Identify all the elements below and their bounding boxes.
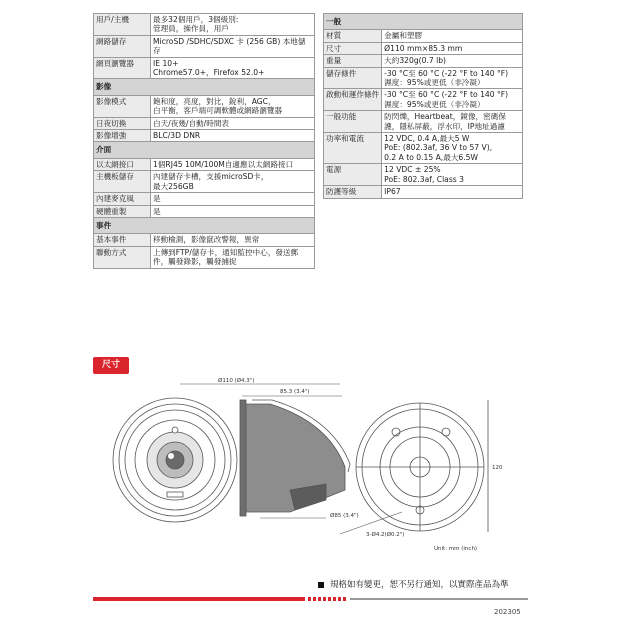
spec-row — [94, 95, 315, 117]
spec-value: 大約320g(0.7 lb) — [382, 55, 523, 67]
spec-row — [324, 111, 523, 133]
section-header-row — [94, 217, 315, 233]
front-view-drawing — [113, 398, 237, 522]
spec-row — [94, 193, 315, 205]
spec-key: 日夜切換 — [94, 117, 151, 129]
spec-row — [94, 117, 315, 129]
spec-row — [94, 14, 315, 36]
spec-row — [324, 164, 523, 186]
spec-value: BLC/3D DNR — [151, 130, 315, 142]
spec-key: 重量 — [324, 55, 382, 67]
footer-note — [318, 578, 509, 590]
section-header-row — [94, 142, 315, 158]
diameter-label: Ø110 (Ø4.3") — [218, 378, 255, 384]
bottom-view-drawing — [356, 400, 488, 532]
spec-value: 是 — [151, 193, 315, 205]
spec-value: 1個RJ45 10M/100M自適應以太網路接口 — [151, 158, 315, 170]
section-header: 影像 — [94, 79, 315, 95]
spec-key: 啟動和運作條件 — [324, 89, 382, 111]
spec-key: 以太網接口 — [94, 158, 151, 170]
spec-value: 移動檢測，影像竄改警報，異常 — [151, 234, 315, 246]
right-spec-table — [323, 13, 523, 199]
spec-key: 基本事件 — [94, 234, 151, 246]
spec-key: 電源 — [324, 164, 382, 186]
base-label: Ø85 (3.4") — [330, 513, 359, 519]
spec-row — [94, 57, 315, 79]
spec-row — [94, 158, 315, 170]
spec-value: -30 °C至 60 °C (-22 °F to 140 °F) 濕度：95%或更低（非冷凝） — [382, 67, 523, 89]
spec-row — [94, 171, 315, 193]
section-header: 一般 — [324, 14, 523, 30]
unit-label: Unit: mm (inch) — [434, 546, 478, 552]
spec-row — [324, 55, 523, 67]
spec-row — [324, 89, 523, 111]
spec-value: IP67 — [382, 186, 523, 198]
spec-value: 內建儲存卡槽，支援microSD卡， 最大256GB — [151, 171, 315, 193]
spec-value: 飽和度，亮度，對比，銳利，AGC， 白平衡，客戶端可調軟體或網路瀏覽器 — [151, 95, 315, 117]
spec-key: 網路儲存 — [94, 35, 151, 57]
spec-key: 影像增強 — [94, 130, 151, 142]
footer-note-text: 規格如有變更，恕不另行通知，以實際產品為準 — [330, 580, 509, 590]
section-header: 事件 — [94, 217, 315, 233]
footer-bar-gray — [350, 598, 528, 600]
spec-row — [324, 133, 523, 164]
section-header: 介面 — [94, 142, 315, 158]
footer-bar-dash — [308, 597, 348, 601]
bullet-square — [318, 582, 324, 588]
footer-bar-red — [93, 597, 305, 601]
spec-value: 白天/夜幾/自動/時間表 — [151, 117, 315, 129]
spec-key: 內建麥克風 — [94, 193, 151, 205]
spec-key: 防護等級 — [324, 186, 382, 198]
dimension-badge: 尺寸 — [93, 357, 129, 374]
spec-value: 最多32個用戶，3個級別: 管理員，操作員，用戶 — [151, 14, 315, 36]
spec-row — [324, 30, 523, 42]
spec-key: 用戶/主機 — [94, 14, 151, 36]
doc-code: 202305 — [494, 608, 521, 616]
spec-row — [94, 234, 315, 246]
spec-row — [324, 186, 523, 198]
spec-value: IE 10+ Chrome57.0+，Firefox 52.0+ — [151, 57, 315, 79]
spec-key: 影像模式 — [94, 95, 151, 117]
spec-value: 防閃爍，Heartbeat，鏡像，密碼保護，隱私屏蔽，浮水印，IP地址過濾 — [382, 111, 523, 133]
left-spec-table — [93, 13, 315, 269]
spec-value: 上傳到FTP/儲存卡，通知監控中心，發送郵件，觸發錄影，觸發捕捉 — [151, 246, 315, 268]
section-header-row — [94, 79, 315, 95]
side-view-drawing — [240, 400, 350, 516]
dimension-drawings — [90, 372, 530, 562]
spec-value: Ø110 mm×85.3 mm — [382, 42, 523, 54]
depth-label: 85.3 (3.4") — [280, 389, 310, 395]
spec-row — [324, 42, 523, 54]
spec-row — [94, 35, 315, 57]
spec-value: 12 VDC ± 25% PoE: 802.3af, Class 3 — [382, 164, 523, 186]
spec-value: 金屬和塑膠 — [382, 30, 523, 42]
holes-label: 3-Ø4.2(Ø0.2") — [366, 532, 405, 538]
spec-key: 材質 — [324, 30, 382, 42]
spec-key: 聯動方式 — [94, 246, 151, 268]
spec-value: 12 VDC, 0.4 A,最大5 W PoE: (802.3af, 36 V to 57 V), 0.2 A to 0.15 A,最大6.5W — [382, 133, 523, 164]
section-header-row — [324, 14, 523, 30]
height-label: 120 — [492, 465, 503, 471]
spec-value: MicroSD /SDHC/SDXC 卡 (256 GB) 本地儲存 — [151, 35, 315, 57]
spec-row — [324, 67, 523, 89]
spec-key: 尺寸 — [324, 42, 382, 54]
spec-value: 是 — [151, 205, 315, 217]
spec-key: 主機板儲存 — [94, 171, 151, 193]
spec-key: 功率和電流 — [324, 133, 382, 164]
spec-key: 網頁瀏覽器 — [94, 57, 151, 79]
spec-row — [94, 246, 315, 268]
spec-value: -30 °C至 60 °C (-22 °F to 140 °F) 濕度：95%或更低（非冷凝） — [382, 89, 523, 111]
spec-key: 儲存條件 — [324, 67, 382, 89]
spec-row — [94, 205, 315, 217]
spec-key: 硬體重製 — [94, 205, 151, 217]
spec-key: 一般功能 — [324, 111, 382, 133]
spec-row — [94, 130, 315, 142]
